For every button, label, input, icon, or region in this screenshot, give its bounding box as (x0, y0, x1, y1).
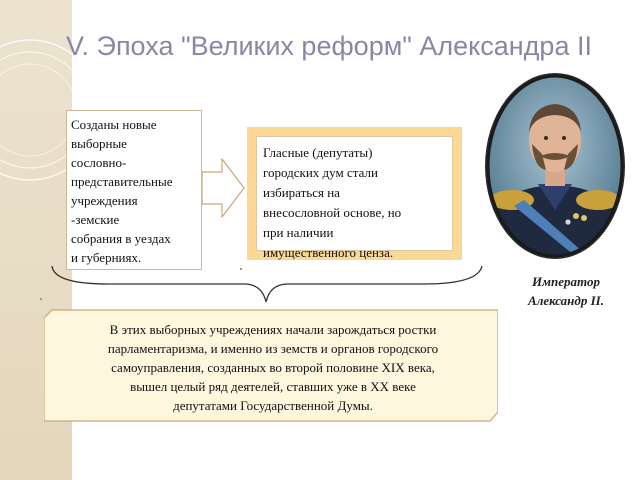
decorative-dot (240, 268, 242, 270)
text-line: городских дум стали (263, 165, 378, 180)
caption-line: Император (532, 274, 600, 289)
text-line: представительные (71, 174, 173, 189)
right-arrow-icon (202, 158, 246, 218)
emperor-portrait-image (484, 72, 626, 260)
text-line: внесословной основе, но (263, 205, 402, 220)
portrait-caption (508, 272, 624, 310)
text-line: при наличии (263, 225, 334, 240)
text-line: сословно- (71, 155, 127, 170)
city-duma-text-box (247, 127, 462, 260)
conclusion-text (58, 320, 488, 415)
slide-title: V. Эпоха "Великих реформ" Александра II (66, 31, 592, 61)
text-line: депутатами Государственной Думы. (173, 398, 373, 413)
text-line: и губерниях. (71, 250, 142, 265)
text-line: самоуправления, созданных во второй половине XIX века, (111, 360, 435, 375)
text-line: Созданы новые (71, 117, 157, 132)
text-line: вышел целый ряд деятелей, ставших уже в ХХ веке (130, 379, 416, 394)
text-line: Гласные (депутаты) (263, 145, 373, 160)
text-line: учреждения (71, 193, 138, 208)
text-line: -земские (71, 212, 120, 227)
text-line: избираться на (263, 185, 340, 200)
conclusion-callout (44, 308, 498, 423)
text-line: парламентаризма, и именно из земств и органов городского (107, 341, 439, 356)
text-line: собрания в уездах (71, 231, 171, 246)
grouping-brace (48, 262, 488, 308)
text-line: выборные (71, 136, 127, 151)
decorative-dot (40, 298, 42, 300)
city-duma-text (256, 136, 453, 260)
text-line: имущественного ценза. (263, 245, 394, 260)
caption-line: Александр II. (528, 293, 604, 308)
text-line: В этих выборных учреждениях начали зарождаться ростки (109, 322, 437, 337)
zemstvo-text-box (66, 110, 202, 270)
